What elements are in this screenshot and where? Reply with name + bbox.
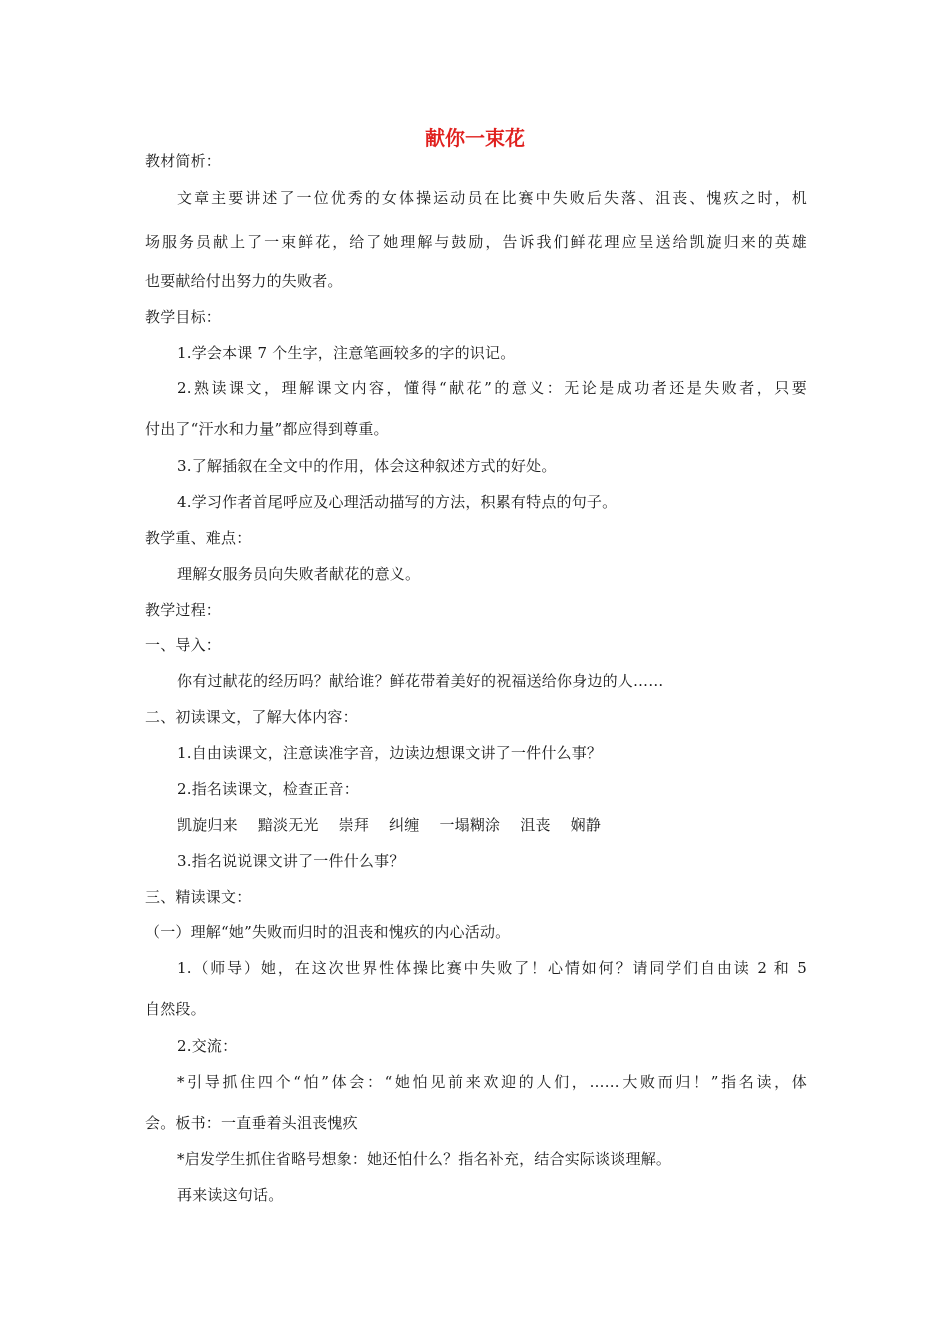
part3-line: 再来读这句话。 <box>177 1186 284 1204</box>
goal-item: 付出了“汗水和力量”都应得到尊重。 <box>145 420 389 438</box>
part2-item: 1.自由读课文，注意读准字音，边读边想课文讲了一件什么事？ <box>177 744 603 762</box>
section-heading-goals: 教学目标： <box>145 308 222 326</box>
key-point: 理解女服务员向失败者献花的意义。 <box>177 565 421 583</box>
goal-item: 3.了解插叙在全文中的作用，体会这种叙述方式的好处。 <box>177 457 557 475</box>
part3-heading: 三、精读课文： <box>145 888 252 906</box>
part3-line: 2.交流： <box>177 1037 238 1055</box>
part3-subheading: （一）理解“她”失败而归时的沮丧和愧疚的内心活动。 <box>145 923 511 941</box>
section-heading-process: 教学过程： <box>145 601 222 619</box>
vocab-word: 娴静 <box>570 816 602 834</box>
vocab-list <box>177 814 807 836</box>
part1-text: 你有过献花的经历吗？献给谁？鲜花带着美好的祝福送给你身边的人…… <box>177 672 664 690</box>
part3-line: 自然段。 <box>145 1000 206 1018</box>
vocab-word: 沮丧 <box>520 816 551 834</box>
analysis-line: 也要献给付出努力的失败者。 <box>145 272 343 290</box>
part3-line: *启发学生抓住省略号想象：她还怕什么？指名补充，结合实际谈谈理解。 <box>177 1150 672 1168</box>
vocab-word: 一塌糊涂 <box>439 816 501 834</box>
part2-item: 3.指名说说课文讲了一件什么事？ <box>177 852 405 870</box>
vocab-word: 凯旋归来 <box>177 816 238 834</box>
part3-line: *引导抓住四个“怕”体会：“她怕见前来欢迎的人们，……大败而归！”指名读，体 <box>177 1073 807 1091</box>
part1-heading: 一、导入： <box>145 636 222 654</box>
document-title: 献你一束花 <box>425 126 525 150</box>
part3-line: 1.（师导）她，在这次世界性体操比赛中失败了！心情如何？请同学们自由读 2 和 5 <box>177 959 807 977</box>
analysis-line: 文章主要讲述了一位优秀的女体操运动员在比赛中失败后失落、沮丧、愧疚之时，机 <box>177 189 807 207</box>
part2-item: 2.指名读课文，检查正音： <box>177 780 359 798</box>
goal-item: 2.熟读课文，理解课文内容，懂得“献花”的意义：无论是成功者还是失败者，只要 <box>177 379 807 397</box>
part2-heading: 二、初读课文，了解大体内容： <box>145 708 358 726</box>
goal-item: 4.学习作者首尾呼应及心理活动描写的方法，积累有特点的句子。 <box>177 493 618 511</box>
vocab-word: 崇拜 <box>338 816 370 834</box>
section-heading-key: 教学重、难点： <box>145 529 252 547</box>
analysis-line: 场服务员献上了一束鲜花，给了她理解与鼓励，告诉我们鲜花理应呈送给凯旋归来的英雄 <box>145 233 807 251</box>
section-heading-analysis: 教材简析： <box>145 152 222 170</box>
part3-line: 会。板书：一直垂着头沮丧愧疚 <box>145 1114 358 1132</box>
goal-item: 1.学会本课 7 个生字，注意笔画较多的字的识记。 <box>177 344 516 362</box>
vocab-word: 纠缠 <box>389 816 420 834</box>
vocab-word: 黯淡无光 <box>257 816 319 834</box>
